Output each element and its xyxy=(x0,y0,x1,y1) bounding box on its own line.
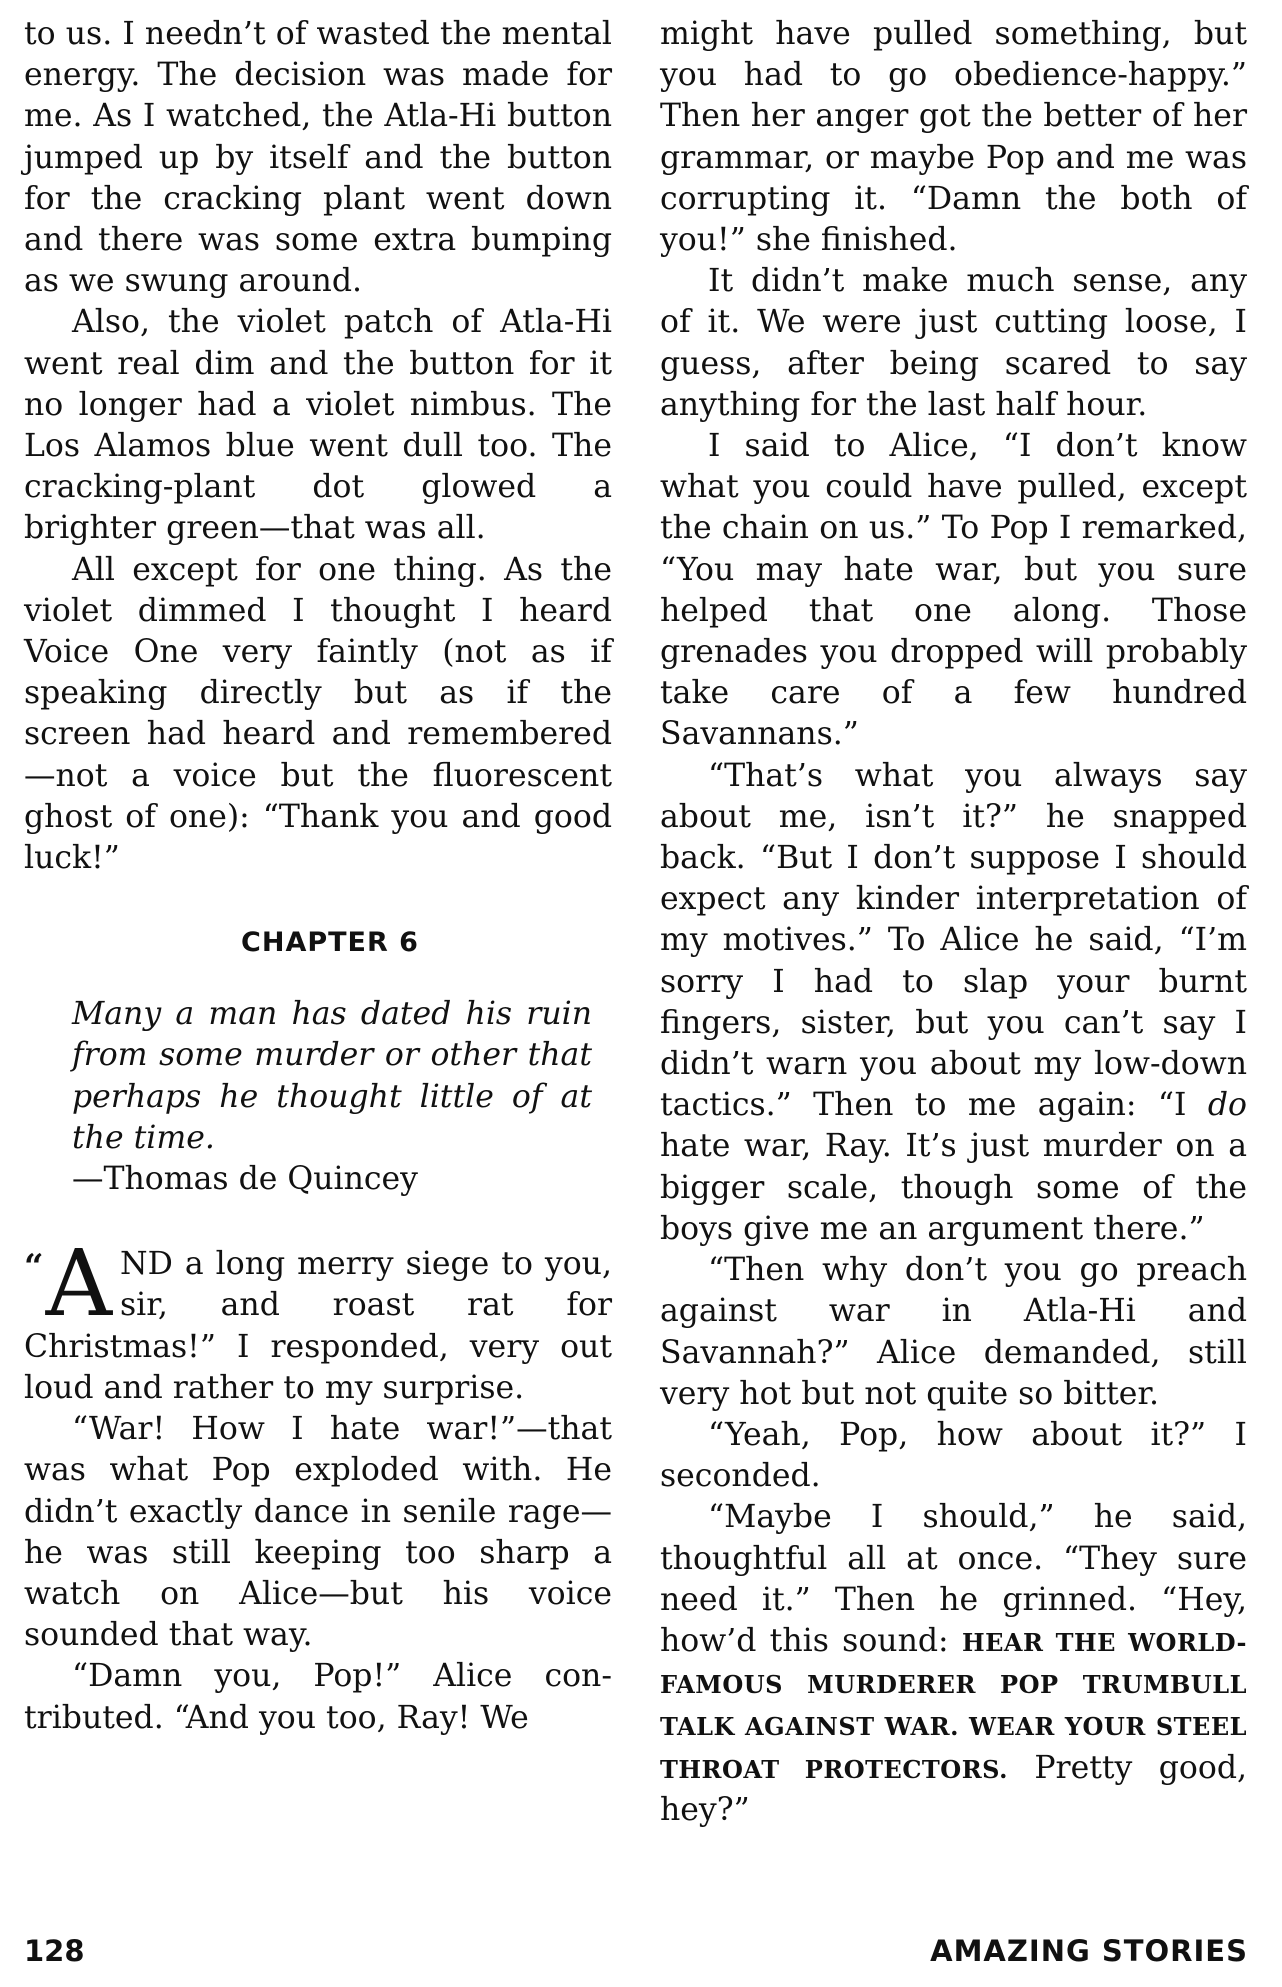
small-caps-slogan: HEAR THE WORLD-FAMOUS MURDERER POP TRUMBULL TALK AGAINST WAR. WEAR YOUR STEEL THROAT PROTECTORS. xyxy=(660,1627,1247,1784)
paragraph: “War! How I hate war!”—that was what Pop exploded with. He didn’t exactly dance in senile rage—he was still keeping too sharp a watch on Alice—but his voice sounded that way. xyxy=(24,1411,612,1654)
opening-small-caps: ND xyxy=(120,1246,173,1283)
paragraph: Also, the violet patch of Atla-Hi went real dim and the button for it no longer had a violet nimbus. The Los Alamos blue went dull too. The cracking-plant dot glowed a brighter green—that was all. xyxy=(24,304,612,547)
page-number: 128 xyxy=(24,1934,85,1968)
paragraph: “Then why don’t you go preach against war in Atla-Hi and Savannah?” Alice demanded, still very hot but not quite so bitter. xyxy=(660,1252,1247,1412)
paragraph: “Damn you, Pop!” Alice contributed. “And you too, Ray! We xyxy=(24,1658,612,1736)
epigraph-attribution: —Thomas de Quincey xyxy=(72,1161,418,1198)
epigraph-quote: Many a man has dated his ruin from some murder or other that perhaps he thought little of at the time. xyxy=(72,996,592,1156)
paragraph: It didn’t make much sense, any of it. We were just cutting loose, I guess, after being scared to say anything for the last half hour. xyxy=(660,263,1247,423)
paragraph-text: hate war, Ray. It’s just murder on a bigger scale, though some of the boys give me an argument there.” xyxy=(660,1128,1247,1247)
opening-quote-mark: “ xyxy=(24,1247,44,1288)
opening-text: a long merry siege to you, sir, and roast rat for Christmas!” I responded, very out loud and rather to my surprise. xyxy=(24,1246,612,1406)
chapter-opening-paragraph xyxy=(24,1230,612,1409)
paragraph-text: Pretty good, hey?” xyxy=(660,1749,1247,1828)
paragraph: I said to Alice, “I don’t know what you could have pulled, except the chain on us.” To Pop I remarked, “You may hate war, but you sure helped that one along. Those grenades you dropped will probably take care of a few hundred Savannans.” xyxy=(660,428,1247,753)
paragraph: “Yeah, Pop, how about it?” I seconded. xyxy=(660,1416,1247,1495)
drop-cap-group xyxy=(24,1230,113,1338)
paragraph xyxy=(660,1497,1247,1831)
left-column xyxy=(24,14,612,1739)
right-column xyxy=(660,14,1247,1831)
paragraph-text: “That’s what you always say about me, isn’t it?” he snapped back. “But I don’t suppose I should expect any kinder interpretation of my motives.” To Alice he said, “I’m sorry I had to slap your burnt fingers, sister, but you can’t say I didn’t warn you about my low-down tactics.” Then to me again: “I xyxy=(660,757,1247,1124)
paragraph xyxy=(660,756,1247,1250)
drop-cap: A xyxy=(45,1230,113,1338)
paragraph: All except for one thing. As the violet dimmed I thought I heard Voice One very faintly (not as if speaking directly but as if the screen had heard and remembered—not a voice but the fluorescent ghost of one): “Thank you and good luck!” xyxy=(24,551,612,877)
running-title: AMAZING STORIES xyxy=(930,1934,1248,1968)
chapter-heading: CHAPTER 6 xyxy=(241,927,419,959)
paragraph-text: “Maybe I should,” he said, thoughtful all at once. “They sure need it.” Then he grinned. “Hey, how’d this sound: xyxy=(660,1499,1247,1659)
emphasis-text: do xyxy=(1207,1087,1247,1124)
epigraph xyxy=(72,994,592,1200)
paragraph: might have pulled something, but you had to go obedience-happy.” Then her anger got the better of her grammar, or maybe Pop and me was corrupting it. “Damn the both of you!” she finished. xyxy=(660,16,1247,259)
paragraph: to us. I needn’t of wasted the mental energy. The decision was made for me. As I watched, the Atla-Hi button jumped up by itself and the button for the cracking plant went down and there was some extra bumping as we swung around. xyxy=(24,16,612,300)
